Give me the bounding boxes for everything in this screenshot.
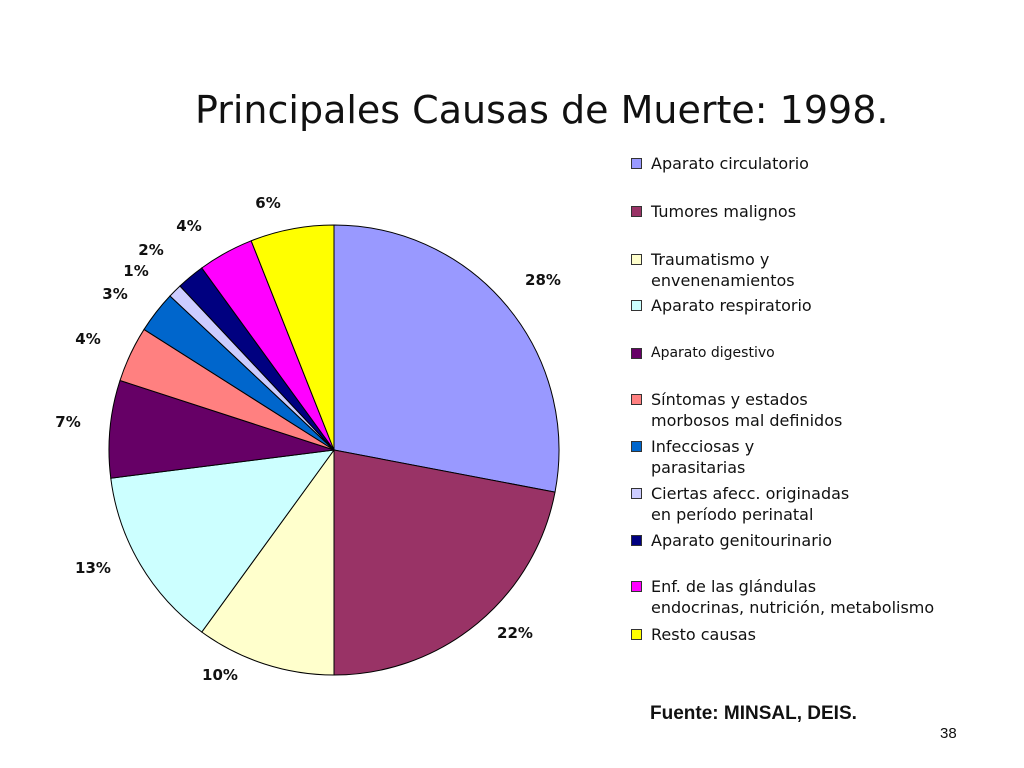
legend-swatch: [631, 441, 642, 452]
legend-label: Aparato genitourinario: [651, 531, 833, 550]
legend-item: [631, 576, 934, 618]
legend-swatch: [631, 348, 642, 359]
legend-label: Aparato digestivo: [651, 345, 775, 361]
slice-percent-label: 7%: [55, 413, 81, 431]
legend-label: Traumatismo y envenenamientos: [651, 250, 795, 290]
legend-swatch: [631, 394, 642, 405]
slice-percent-label: 3%: [102, 285, 128, 303]
source-note: Fuente: MINSAL, DEIS.: [650, 703, 857, 724]
legend-item: [631, 343, 775, 364]
legend-label: Ciertas afecc. originadas en período perinatal: [651, 484, 850, 524]
legend-item: [631, 436, 754, 478]
legend-item: [631, 530, 832, 551]
legend-item: [631, 389, 842, 431]
pie-slice: [334, 225, 559, 492]
legend-swatch: [631, 300, 642, 311]
legend-swatch: [631, 488, 642, 499]
slice-percent-label: 6%: [255, 194, 281, 212]
legend-item: [631, 624, 756, 645]
legend-label: Aparato respiratorio: [651, 296, 812, 315]
legend-item: [631, 201, 796, 222]
legend-label: Aparato circulatorio: [651, 154, 809, 173]
legend-label: Enf. de las glándulas endocrinas, nutrición, metabolismo: [651, 577, 935, 617]
chart-legend: [631, 150, 1021, 660]
slice-percent-label: 2%: [138, 241, 164, 259]
slice-percent-label: 1%: [123, 262, 149, 280]
legend-item: [631, 295, 812, 316]
page-number: 38: [940, 725, 957, 742]
legend-item: [631, 483, 849, 525]
legend-label: Tumores malignos: [651, 202, 797, 221]
legend-swatch: [631, 581, 642, 592]
slice-percent-label: 10%: [202, 666, 238, 684]
legend-item: [631, 153, 809, 174]
legend-swatch: [631, 158, 642, 169]
legend-label: Síntomas y estados morbosos mal definidos: [651, 390, 843, 430]
legend-label: Resto causas: [651, 625, 756, 644]
slice-percent-label: 4%: [176, 217, 202, 235]
slice-percent-label: 13%: [75, 559, 111, 577]
slice-percent-label: 28%: [525, 271, 561, 289]
legend-swatch: [631, 629, 642, 640]
legend-label: Infecciosas y parasitarias: [651, 437, 755, 477]
legend-item: [631, 249, 795, 291]
chart-title: Principales Causas de Muerte: 1998.: [195, 88, 889, 132]
slice-percent-label: 22%: [497, 624, 533, 642]
legend-swatch: [631, 254, 642, 265]
legend-swatch: [631, 206, 642, 217]
legend-swatch: [631, 535, 642, 546]
slice-percent-label: 4%: [75, 330, 101, 348]
